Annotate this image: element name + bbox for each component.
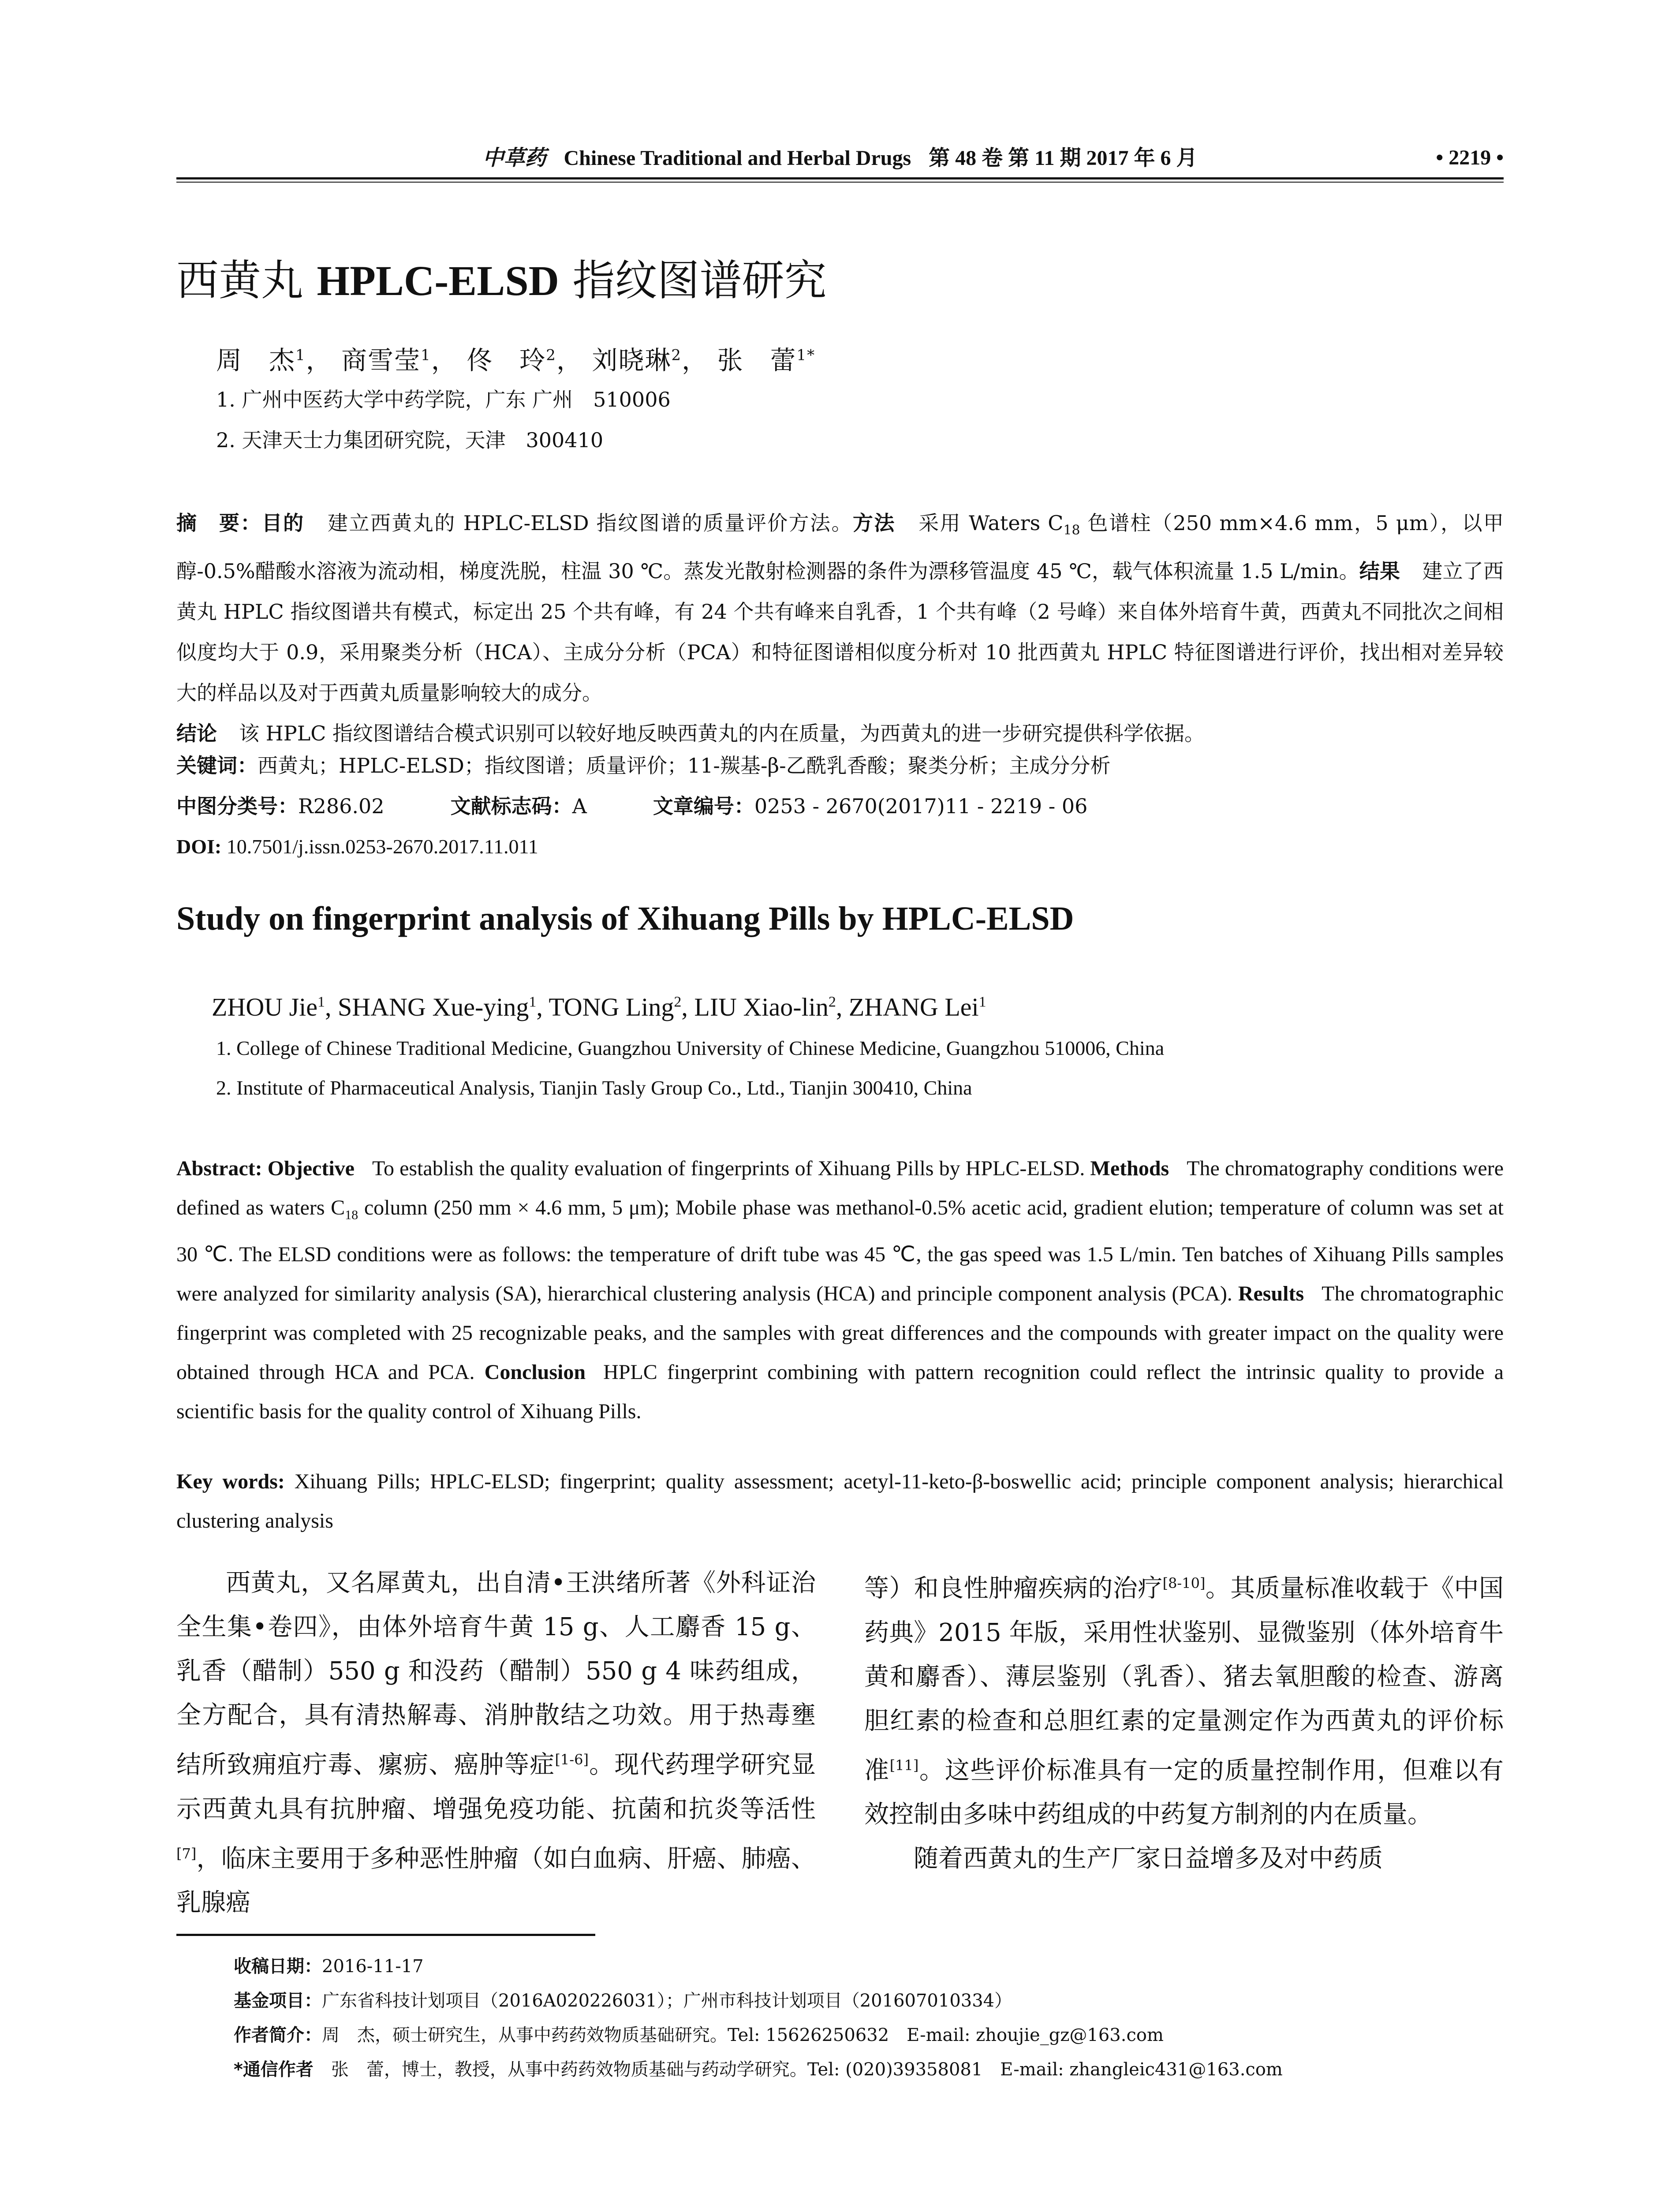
results-text: 建立了西黄丸 HPLC 指纹图谱共有模式，标定出 25 个共有峰，有 24 个共有峰来自乳香，1 个共有峰（2 号峰）来自体外培育牛黄，西黄丸不同批次之间相似度均大于 0.9，采用聚类分析（HCA）、主成分分析（PCA）和特征图谱相似度分析对 10 批西黄丸 HPLC 特征图谱进行评价，找出相对差异较大的样品以及对于西黄丸质量影响较大的成分。 (176, 559, 1504, 705)
results-label: 结果 (1359, 559, 1400, 583)
footnote-rule (176, 1934, 595, 1936)
methods-label: Methods (1090, 1157, 1169, 1180)
author-affiliation-mark: 2 (674, 994, 682, 1010)
chinese-keywords: 关键词：西黄丸；HPLC-ELSD；指纹图谱；质量评价；11-羰基-β-乙酰乳香酸；聚类分析；主成分分析 (176, 754, 1111, 777)
methods-label: 方法 (852, 511, 896, 535)
chinese-affiliation-1: 1. 广州中医药大学中药学院，广东 广州 510006 (216, 388, 671, 411)
objective-label: Objective (267, 1157, 355, 1180)
body-column-right (864, 1561, 1504, 1881)
journal-header-line (176, 140, 1504, 176)
author-affiliation-mark: 2 (546, 346, 556, 364)
author-name: TONG Ling (549, 993, 674, 1021)
author-name: SHANG Xue-ying (338, 993, 529, 1021)
author-name: 佟 玲 (467, 345, 546, 375)
author-affiliation-mark: 1 (978, 994, 986, 1010)
author-affiliation-mark: 2 (671, 346, 682, 364)
citation: [7] (176, 1845, 197, 1862)
chinese-title: 西黄丸 HPLC-ELSD 指纹图谱研究 (176, 256, 827, 305)
document-code: A (572, 794, 587, 818)
objective-label: 目的 (261, 511, 305, 535)
author-name: 商雪莹 (341, 345, 421, 375)
results-label: Results (1238, 1282, 1304, 1305)
citation: [1-6] (555, 1751, 589, 1768)
citation: [8-10] (1162, 1575, 1206, 1592)
english-affiliation-1: 1. College of Chinese Traditional Medicine, Guangzhou University of Chinese Medicine, Guangzhou 510006, China (216, 1037, 1165, 1059)
body-column-left (176, 1561, 816, 1925)
body-paragraph: 西黄丸，又名犀黄丸，出自清•王洪绪所著《外科证治全生集•卷四》，由体外培育牛黄 15 g、人工麝香 15 g、乳香（醋制）550 g 和没药（醋制）550 g 4 味药组成，全方配合，具有清热解毒、消肿散结之功效。用于热毒壅结所致痈疽疔毒、瘰疬、癌肿等症[1-6]。现代药理学研究显示西黄丸具有抗肿瘤、增强免疫功能、抗菌和抗炎等活性[7]，临床主要用于多种恶性肿瘤（如白血病、肝癌、肺癌、乳腺癌 (176, 1569, 816, 1917)
article-number: 0253 - 2670(2017)11 - 2219 - 06 (754, 794, 1088, 818)
conclusion-text: HPLC fingerprint combining with pattern recognition could reflect the intrinsic quality to provide a scientific basis for the quality control of Xihuang Pills. (176, 1360, 1504, 1423)
author-name: LIU Xiao-lin (694, 993, 829, 1021)
conclusion-label: 结论 (176, 721, 217, 746)
author-affiliation-mark: 1* (796, 346, 816, 364)
abstract-label: Abstract: (176, 1157, 262, 1180)
objective-text: 建立西黄丸的 HPLC-ELSD 指纹图谱的质量评价方法。 (326, 511, 853, 535)
corresponding-author: *通信作者 张 蕾，博士，教授，从事中药药效物质基础与药动学研究。Tel: (020)39358081 E-mail: zhangleic431@163.com (234, 2059, 1283, 2080)
classification-line: 中图分类号：R286.02 文献标志码：A 文章编号：0253 - 2670(2017)11 - 2219 - 06 (176, 794, 1088, 818)
clc-number: R286.02 (298, 794, 385, 818)
author-affiliation-mark: 1 (421, 346, 431, 364)
abstract-label: 摘 要： (176, 511, 262, 535)
author-bio: 作者简介：周 杰，硕士研究生，从事中药药效物质基础研究。Tel: 15626250632 E-mail: zhoujie_gz@163.com (234, 2025, 1164, 2045)
body-paragraph: 等）和良性肿瘤疾病的治疗[8-10]。其质量标准收载于《中国药典》2015 年版，采用性状鉴别、显微鉴别（体外培育牛黄和麝香）、薄层鉴别（乳香）、猪去氧胆酸的检查、游离胆红素的检查和总胆红素的定量测定作为西黄丸的评价标准[11]。这些评价标准具有一定的质量控制作用，但难以有效控制由多味中药组成的中药复方制剂的内在质量。 (864, 1574, 1504, 1829)
methods-text: column (250 mm × 4.6 mm, 5 μm); Mobile phase was methanol-0.5% acetic acid, gradient elution; temperature of column was set at 30 ℃. The ELSD conditions were as follows: the temperature of drift tube was 45 ℃, the gas speed was 1.5 L/min. Ten batches of Xihuang Pills samples were analyzed for similarity analysis (SA), hierarchical clustering analysis (HCA) and principle component analysis (PCA). (176, 1196, 1504, 1305)
funding: 基金项目：广东省科技计划项目（2016A020226031）；广州市科技计划项目（201607010334） (234, 1991, 1012, 2011)
journal-logo: 中草药 (482, 146, 546, 170)
footnotes (234, 1949, 1504, 2087)
running-header (176, 140, 1504, 176)
conclusion-text: 该 HPLC 指纹图谱结合模式识别可以较好地反映西黄丸的内在质量，为西黄丸的进一步研究提供科学依据。 (239, 721, 1205, 746)
author-name: ZHOU Jie (212, 993, 318, 1021)
header-rule (176, 177, 1504, 179)
chinese-abstract: 摘 要：目的 建立西黄丸的 HPLC-ELSD 指纹图谱的质量评价方法。方法 采用 Waters $C_{18}$ 色谱柱（250 mm×4.6 mm，5 μm），以甲醇-0.5%醋酸水溶液为流动相，梯度洗脱，柱温 30 ℃。蒸发光散射检测器的条件为漂移管温度 45 ℃，载气体积流量 1.5 L/min。结果 建立了西黄丸 HPLC 指纹图谱共有模式，标定出 25 个共有峰，有 24 个共有峰来自乳香，1 个共有峰（2 号峰）来自体外培育牛黄，西黄丸不同批次之间相似度均大于 0.9，采用聚类分析（HCA）、主成分分析（PCA）和特征图谱相似度分析对 10 批西黄丸 HPLC 特征图谱进行评价，找出相对差异较大的样品以及对于西黄丸质量影响较大的成分。 结论 该 HPLC 指纹图谱结合模式识别可以较好地反映西黄丸的内在质量，为西黄丸的进一步研究提供科学依据。 (176, 511, 1504, 746)
received-date: 收稿日期：2016-11-17 (234, 1956, 424, 1977)
page-number: • 2219 • (1436, 146, 1504, 169)
methods-text: 色谱柱（250 mm×4.6 mm，5 μm），以甲醇-0.5%醋酸水溶液为流动相，梯度洗脱，柱温 30 ℃。蒸发光散射检测器的条件为漂移管温度 45 ℃，载气体积流量 1.5 L/min。 (176, 511, 1504, 583)
objective-text: To establish the quality evaluation of fingerprints of Xihuang Pills by HPLC-ELSD. (372, 1157, 1085, 1180)
english-abstract: Abstract: Objective To establish the quality evaluation of fingerprints of Xihuang Pills by HPLC-ELSD. Methods The chromatography conditions were defined as waters $C_{18}$ column (250 mm × 4.6 mm, 5 μm); Mobile phase was methanol-0.5% acetic acid, gradient elution; temperature of column was set at 30 ℃. The ELSD conditions were as follows: the temperature of drift tube was 45 ℃, the gas speed was 1.5 L/min. Ten batches of Xihuang Pills samples were analyzed for similarity analysis (SA), hierarchical clustering analysis (HCA) and principle component analysis (PCA). Results The chromatographic fingerprint was completed with 25 recognizable peaks, and the samples with great differences and the compounds with greater impact on the quality were obtained through HCA and PCA. Conclusion HPLC fingerprint combining with pattern recognition could reflect the intrinsic quality to provide a scientific basis for the quality control of Xihuang Pills. (176, 1157, 1504, 1423)
author-name: ZHANG Lei (848, 993, 979, 1021)
author-name: 刘晓琳 (592, 345, 672, 375)
english-affiliation-2: 2. Institute of Pharmaceutical Analysis, Tianjin Tasly Group Co., Ltd., Tianjin 300410, China (216, 1076, 972, 1099)
journal-name: Chinese Traditional and Herbal Drugs (564, 146, 911, 170)
chinese-authors: 周 杰$^1$， 商雪莹$^1$， 佟 玲$^2$， 刘晓琳$^2$， 张 蕾$^{1*}$ (216, 345, 816, 375)
author-affiliation-mark: 2 (828, 994, 836, 1010)
doi-link[interactable]: 10.7501/j.issn.0253-2670.2017.11.011 (221, 835, 538, 858)
doi-line: DOI: 10.7501/j.issn.0253-2670.2017.11.011 (176, 835, 538, 858)
results-text: The chromatographic fingerprint was completed with 25 recognizable peaks, and the samples with great differences and the compounds with greater impact on the quality were obtained through HCA and PCA. (176, 1282, 1504, 1384)
english-authors: ZHOU Jie$^1$, SHANG Xue-ying$^1$, TONG Ling$^2$, LIU Xiao-lin$^2$, ZHANG Lei$^1$ (212, 993, 986, 1021)
english-keywords: Key words: Xihuang Pills; HPLC-ELSD; fingerprint; quality assessment; acetyl-11-keto-β-boswellic acid; principle component analysis; hierarchical clustering analysis (176, 1470, 1504, 1532)
author-affiliation-mark: 1 (295, 346, 306, 364)
english-title: Study on fingerprint analysis of Xihuang Pills by HPLC-ELSD (176, 900, 1074, 937)
author-affiliation-mark: 1 (317, 994, 325, 1010)
author-name: 周 杰 (216, 345, 296, 375)
chinese-affiliation-2: 2. 天津天士力集团研究院，天津 300410 (216, 428, 604, 452)
author-name: 张 蕾 (717, 345, 797, 375)
header-rule-thin (176, 182, 1504, 183)
author-affiliation-mark: 1 (529, 994, 537, 1010)
conclusion-label: Conclusion (484, 1360, 586, 1384)
citation: [11] (889, 1757, 919, 1774)
body-paragraph: 随着西黄丸的生产厂家日益增多及对中药质 (914, 1844, 1383, 1873)
issue-info: 第 48 卷 第 11 期 2017 年 6 月 (929, 146, 1198, 170)
